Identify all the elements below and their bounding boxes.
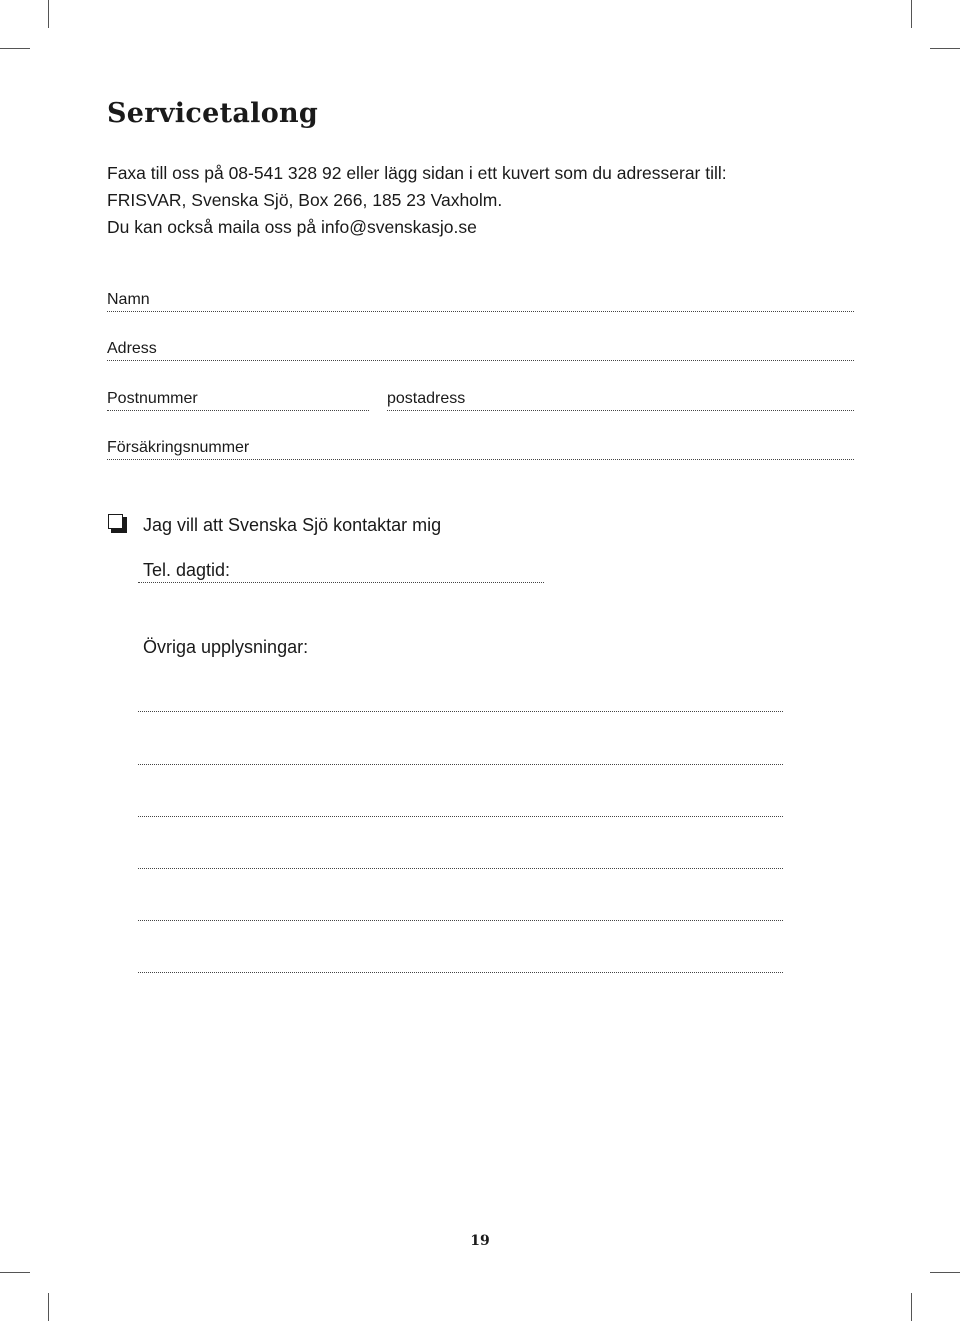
crop-mark-bottom-right (911, 1293, 912, 1321)
other-info-label: Övriga upplysningar: (143, 637, 309, 657)
crop-mark-left-bottom (0, 1272, 30, 1273)
checkbox-shadow-bottom (111, 529, 127, 533)
insurance-number-label: Försäkringsnummer (107, 439, 250, 456)
postcode-label: Postnummer (107, 390, 198, 407)
crop-mark-bottom-left (48, 1293, 49, 1321)
other-info-line-4[interactable] (138, 868, 783, 869)
crop-mark-top-left (48, 0, 49, 28)
contact-me-label: Jag vill att Svenska Sjö kontaktar mig (143, 515, 442, 535)
page-number: 19 (470, 1233, 490, 1249)
address-field[interactable] (107, 360, 854, 361)
contact-me-checkbox[interactable] (108, 514, 127, 533)
intro-line-1: Faxa till oss på 08-541 328 92 eller lägg sidan i ett kuvert som du adresserar till: (107, 163, 727, 183)
city-field[interactable] (387, 410, 854, 411)
address-label: Adress (107, 340, 157, 357)
other-info-line-6[interactable] (138, 972, 783, 973)
crop-mark-right-bottom (930, 1272, 960, 1273)
checkbox-box (108, 514, 123, 529)
crop-mark-top-right (911, 0, 912, 28)
insurance-number-field[interactable] (107, 459, 854, 460)
other-info-line-3[interactable] (138, 816, 783, 817)
intro-text (107, 160, 867, 241)
intro-line-2: FRISVAR, Svenska Sjö, Box 266, 185 23 Vaxholm. (107, 190, 503, 210)
city-label: postadress (387, 390, 466, 407)
page-title: Servicetalong (107, 98, 319, 129)
phone-label: Tel. dagtid: (143, 560, 231, 580)
other-info-line-2[interactable] (138, 764, 783, 765)
crop-mark-right-top (930, 48, 960, 49)
name-field[interactable] (107, 311, 854, 312)
name-label: Namn (107, 291, 150, 308)
intro-line-3: Du kan också maila oss på info@svenskasjo.se (107, 217, 477, 237)
other-info-line-5[interactable] (138, 920, 783, 921)
other-info-line-1[interactable] (138, 711, 783, 712)
crop-mark-left-top (0, 48, 30, 49)
postcode-field[interactable] (107, 410, 369, 411)
phone-field[interactable] (138, 582, 544, 583)
